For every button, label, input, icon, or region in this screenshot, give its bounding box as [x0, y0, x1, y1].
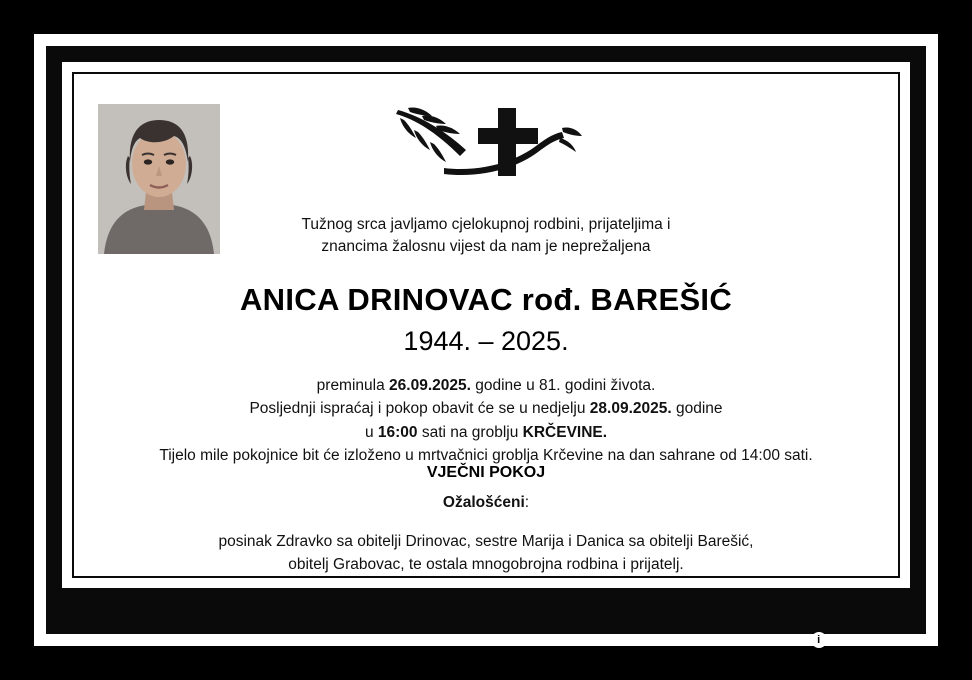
- detail-line-viewing: Tijelo mile pokojnice bit će izloženo u mrtvačnici groblja Krčevine na dan sahrane od 14:00 sati.: [159, 446, 813, 464]
- death-date: 26.09.2025.: [389, 377, 471, 394]
- mourners-list: [74, 530, 898, 576]
- detail-line-time-place: [74, 421, 898, 444]
- cemetery-name: KRČEVINE.: [522, 423, 608, 441]
- intro-text: [74, 214, 898, 259]
- funeral-pre: Posljednji ispraćaj i pokop obavit će se u nedjelju: [249, 400, 590, 418]
- mourners-label-bold: Ožalošćeni: [442, 494, 525, 511]
- info-circle-icon: i: [811, 632, 827, 648]
- funeral-time: 16:00: [377, 423, 418, 441]
- mourners-line-2: obitelj Grabovac, te ostala mnogobrojna rodbina i prijatelj.: [288, 556, 684, 574]
- deceased-name: ANICA DRINOVAC rođ. BAREŠIĆ: [239, 282, 733, 317]
- obituary-card: [62, 62, 910, 588]
- mourners-line-1: posinak Zdravko sa obitelji Drinovac, sestre Marija i Danica sa obitelji Barešić,: [218, 533, 754, 550]
- life-years: 1944. – 2025.: [403, 326, 569, 356]
- death-post: godine u 81. godini života.: [470, 377, 656, 394]
- card-content: [74, 74, 898, 576]
- death-pre: preminula: [316, 377, 390, 394]
- cross-and-palm-emblem: [386, 102, 586, 182]
- eternal-peace-text: VJEČNI POKOJ: [426, 464, 546, 481]
- mourners-label: [74, 494, 898, 512]
- site-watermark: [811, 632, 926, 648]
- watermark-text: smrtnice KSB: [831, 632, 926, 648]
- mourners-label-colon: :: [524, 494, 530, 511]
- intro-line-1: Tužnog srca javljamo cjelokupnoj rodbini, prijateljima i: [301, 216, 671, 233]
- funeral-post: godine: [671, 400, 723, 418]
- time-pre: u: [364, 423, 378, 441]
- funeral-date: 28.09.2025.: [589, 400, 672, 418]
- funeral-details: [74, 374, 898, 467]
- place-mid: sati na groblju: [417, 423, 523, 441]
- detail-line-funeral: [74, 397, 898, 420]
- intro-line-2: znancima žalosnu vijest da nam je neprežaljena: [321, 238, 651, 256]
- detail-line-death: [74, 374, 898, 397]
